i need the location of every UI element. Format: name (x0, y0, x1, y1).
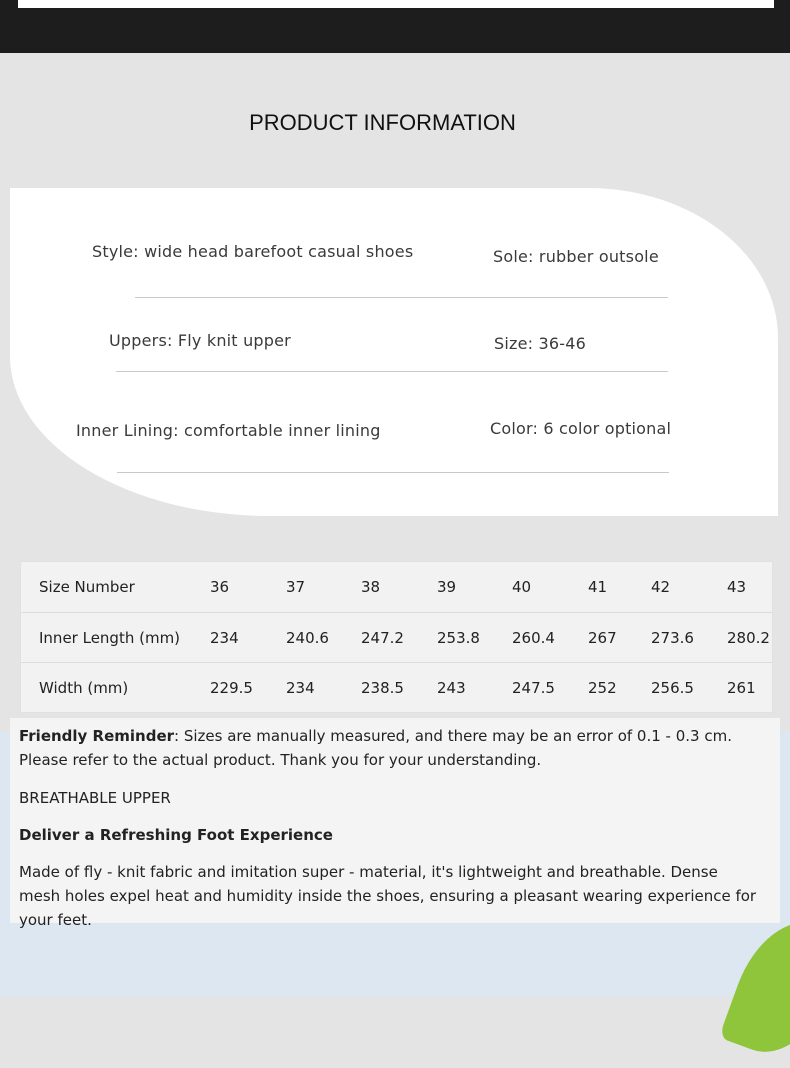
divider (117, 472, 669, 473)
table-cell: 39 (437, 578, 457, 596)
table-cell: 43 (727, 578, 747, 596)
reminder-label: Friendly Reminder (19, 727, 175, 745)
subheading: Deliver a Refreshing Foot Experience (19, 826, 333, 844)
reminder-text: : Sizes are manually measured, and there may be an error of 0.1 - 0.3 cm. Please refer to the actual product. Thank you for your understanding. (19, 727, 732, 769)
description-text: Made of fly - knit fabric and imitation super - material, it's lightweight and breathable. Dense mesh holes expel heat and humidity inside the shoes, ensuring a pleasant wearing experience for your feet. (19, 863, 757, 929)
table-cell: 256.5 (651, 679, 694, 697)
table-cell: 261 (727, 679, 756, 697)
product-info-card (10, 188, 778, 516)
table-cell: 37 (286, 578, 306, 596)
table-cell: 240.6 (286, 629, 329, 647)
table-cell: 260.4 (512, 629, 555, 647)
row-label: Size Number (39, 578, 135, 596)
table-cell: 247.5 (512, 679, 555, 697)
table-cell: 42 (651, 578, 671, 596)
divider (116, 371, 668, 372)
friendly-reminder (19, 724, 775, 772)
row-label: Width (mm) (39, 679, 129, 697)
size-table (20, 561, 773, 713)
table-cell: 234 (210, 629, 239, 647)
table-row (21, 662, 772, 713)
table-cell: 253.8 (437, 629, 480, 647)
table-cell: 247.2 (361, 629, 404, 647)
info-sole: Sole: rubber outsole (493, 247, 659, 266)
top-banner-strip (18, 0, 774, 8)
table-row (21, 612, 772, 663)
table-row (21, 562, 772, 612)
table-cell: 229.5 (210, 679, 253, 697)
info-uppers: Uppers: Fly knit upper (109, 331, 291, 350)
info-size: Size: 36-46 (494, 334, 587, 353)
info-lining: Inner Lining: comfortable inner lining (76, 421, 381, 440)
table-cell: 40 (512, 578, 532, 596)
table-cell: 243 (437, 679, 466, 697)
table-cell: 36 (210, 578, 230, 596)
info-color: Color: 6 color optional (490, 419, 672, 438)
table-cell: 38 (361, 578, 381, 596)
table-cell: 238.5 (361, 679, 404, 697)
page-title: PRODUCT INFORMATION (249, 110, 516, 135)
table-cell: 252 (588, 679, 617, 697)
table-cell: 41 (588, 578, 608, 596)
description-block (10, 718, 780, 929)
top-banner (0, 0, 790, 53)
info-style: Style: wide head barefoot casual shoes (92, 242, 414, 261)
table-cell: 273.6 (651, 629, 694, 647)
table-cell: 234 (286, 679, 315, 697)
row-label: Inner Length (mm) (39, 629, 181, 647)
table-cell: 267 (588, 629, 617, 647)
breathable-heading: BREATHABLE UPPER (19, 789, 171, 807)
divider (135, 297, 668, 298)
table-cell: 280.2 (727, 629, 770, 647)
